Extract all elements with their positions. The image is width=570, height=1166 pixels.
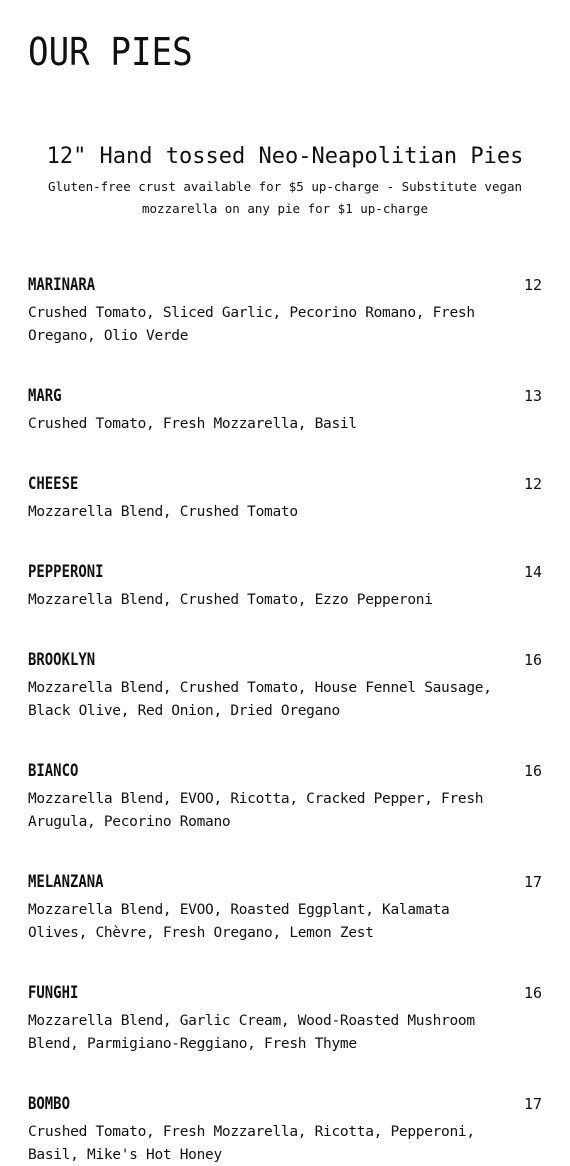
item-name: PEPPERONI [28, 562, 104, 582]
item-description: Crushed Tomato, Sliced Garlic, Pecorino Romano, Fresh Oregano, Olio Verde [28, 305, 475, 344]
item-price: 14 [523, 563, 542, 581]
item-name: MELANZANA [28, 872, 104, 892]
menu-item-marg [28, 383, 542, 471]
menu-item-melanzana [28, 869, 542, 980]
section-header [0, 142, 570, 220]
section-subtitle: Gluten-free crust available for $5 up-charge - Substitute vegan mozzarella on any pie for $1 up-charge [47, 179, 523, 216]
item-name: MARG [28, 386, 62, 406]
item-price: 13 [523, 387, 542, 405]
item-price: 12 [523, 475, 542, 493]
item-description: Mozzarella Blend, EVOO, Roasted Eggplant, Kalamata Olives, Chèvre, Fresh Oregano, Lemon Zest [28, 902, 450, 941]
menu-item-bianco [28, 758, 542, 869]
item-price: 16 [523, 651, 542, 669]
item-price: 12 [523, 276, 542, 294]
item-name: BROOKLYN [28, 650, 96, 670]
item-description: Crushed Tomato, Fresh Mozzarella, Basil [28, 416, 357, 432]
item-name: BOMBO [28, 1094, 70, 1114]
item-description: Mozzarella Blend, Crushed Tomato [28, 504, 298, 520]
item-description: Mozzarella Blend, Crushed Tomato, Ezzo Pepperoni [28, 592, 433, 608]
item-name: CHEESE [28, 474, 79, 494]
item-description: Mozzarella Blend, Crushed Tomato, House Fennel Sausage, Black Olive, Red Onion, Dried Oregano [28, 680, 492, 719]
item-price: 16 [523, 762, 542, 780]
menu-item-bombo [28, 1091, 542, 1166]
item-price: 17 [523, 1095, 542, 1113]
item-price: 16 [523, 984, 542, 1002]
menu-item-brooklyn [28, 647, 542, 758]
item-price: 17 [523, 873, 542, 891]
page-title: OUR PIES [28, 30, 193, 74]
menu-item-funghi [28, 980, 542, 1091]
menu-list [28, 272, 542, 1166]
menu-item-pepperoni [28, 559, 542, 647]
item-name: FUNGHI [28, 983, 79, 1003]
item-description: Mozzarella Blend, EVOO, Ricotta, Cracked Pepper, Fresh Arugula, Pecorino Romano [28, 791, 484, 830]
item-name: BIANCO [28, 761, 79, 781]
menu-item-cheese [28, 471, 542, 559]
section-title: 12" Hand tossed Neo-Neapolitian Pies [46, 144, 524, 169]
menu-item-marinara [28, 272, 542, 383]
item-name: MARINARA [28, 275, 96, 295]
item-description: Crushed Tomato, Fresh Mozzarella, Ricotta, Pepperoni, Basil, Mike's Hot Honey [28, 1124, 475, 1163]
item-description: Mozzarella Blend, Garlic Cream, Wood-Roasted Mushroom Blend, Parmigiano-Reggiano, Fresh Thyme [28, 1013, 475, 1052]
